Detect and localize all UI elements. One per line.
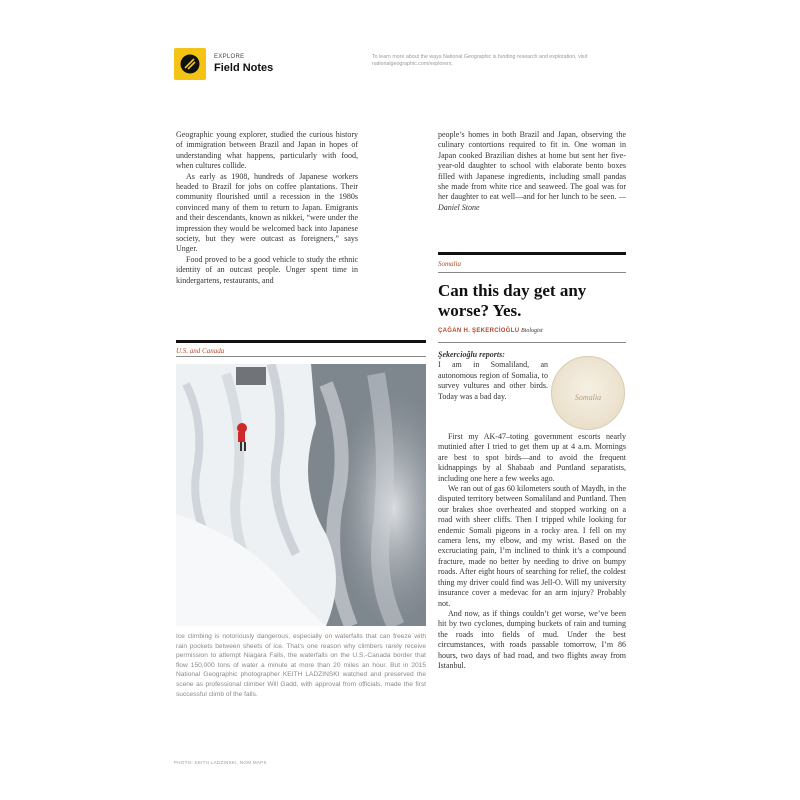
byline [438,328,543,334]
somalia-stamp-image [551,356,625,430]
section-rule [438,252,626,255]
somalia-section-label: Somalia [438,260,461,268]
label-rule [438,272,626,273]
author-signature: —Daniel Stone [438,192,627,212]
byline-rule [438,342,626,343]
photo-section-label: U.S. and Canada [176,347,225,355]
body-paragraph: Geographic young explorer, studied the curious history of immigration between Brazil and Japan in hopes of understanding what happens, particularly with food, when cultures collide. [176,130,358,171]
article-headline: Can this day get any worse? Yes. [438,281,587,320]
body-paragraph: We ran out of gas 60 kilometers south of Maydh, in the disputed territory between Somaliland and Puntland. Then our brakes shoe overheated and stopped working on a road with sheer cliffs. Then I tripped while looking for endemic Somali pigeons in a rocky area. I fell on my camera lens, my elbow, and my wrist. Based on the excruciating pain, I’m inclined to think it’s a compound fracture, made no better by needing to drive on bumpy roads. After eight hours of searching for relief, the coldest thing my driver could find was Jell-O. Will my university insurance cover a medevac for an arm injury? Probably not. [438,484,626,608]
label-rule [176,356,426,357]
body-paragraph: I am in Somaliland, an autonomous region of Somalia, to survey vultures and other birds. Today was a bad day. [438,360,548,401]
somalia-body-column [438,432,626,671]
left-column-text [176,130,358,286]
page-title: Field Notes [214,62,274,74]
somalia-lede-column [438,350,548,402]
right-column-top-text [438,130,626,213]
body-paragraph: As early as 1908, hundreds of Japanese workers headed to Brazil for jobs on coffee plantations. Their community flourished until a recession in the 1980s convinced many of them to return to Japan. Emigrants and their descendants, known as nikkei, “were under the impression they would be welcomed back into Japanese society, but they were outcast as foreigners,” says Unger. [176,171,358,254]
body-paragraph: First my AK-47–toting government escorts nearly mutinied after I tried to get them up at 4 a.m. Mornings are best to spot birds—and to avoid the frequent kidnappings by al Shabaab and Puntland separatists, including one here a few weeks ago. [438,432,626,483]
body-paragraph: Food proved to be a good vehicle to study the ethnic identity of an outcast people. Unger spent time in kindergartens, restaurants, and [176,254,358,285]
byline-name: ÇAĞAN H. ŞEKERCİOĞLU [438,328,520,334]
section-kicker: EXPLORE [214,54,245,60]
body-paragraph: And now, as if things couldn’t get worse, we’ve been hit by two cyclones, dumping buckets of rain and turning the roads into fields of mud. Under the best circumstances, with roads passable tomorrow, I’m 86 hours, two days of bad road, and two flights away from Istanbul. [438,608,626,670]
article-lede: Şekercioğlu reports: [438,350,505,359]
page-header [174,48,629,88]
section-rule [176,340,426,343]
niagara-ice-climb-photo [176,364,426,626]
photo-caption: Ice climbing is notoriously dangerous, especially on waterfalls that can freeze with rain pockets between sheets of ice. That’s one reason why climbers rarely receive permission to attempt Niagara Falls, the waterfalls on the U.S.-Canada border that flow 150,000 tons of water a minute at more than 20 miles an hour. But in 2015 National Geographic photographer KEITH LADZINSKI watched and preserved the scene as professional climber Will Gadd, with approval from officials, made the first successful climb of the falls. [176,633,426,698]
body-paragraph: people’s homes in both Brazil and Japan, observing the culinary contortions required to fit in. One woman in Japan cooked Brazilian dishes at home but sent her five-year-old daughter to school with elaborate bento boxes filled with Japanese ingredients, including small pandas she made from white rice and seaweed. The goal was for her daughter to eat well—and for her lunch to be seen. [438,130,626,202]
byline-role: Biologist [521,328,543,334]
nat-geo-logo-icon [174,48,206,80]
stamp-text: Somalia [574,393,602,402]
header-note: To learn more about the ways National Geographic is funding research and exploration, visit nationalgeographic.com/explorers. [372,54,588,67]
photo-credit-footer: PHOTO: KEITH LADZINSKI, NGM MAPS [174,760,267,765]
